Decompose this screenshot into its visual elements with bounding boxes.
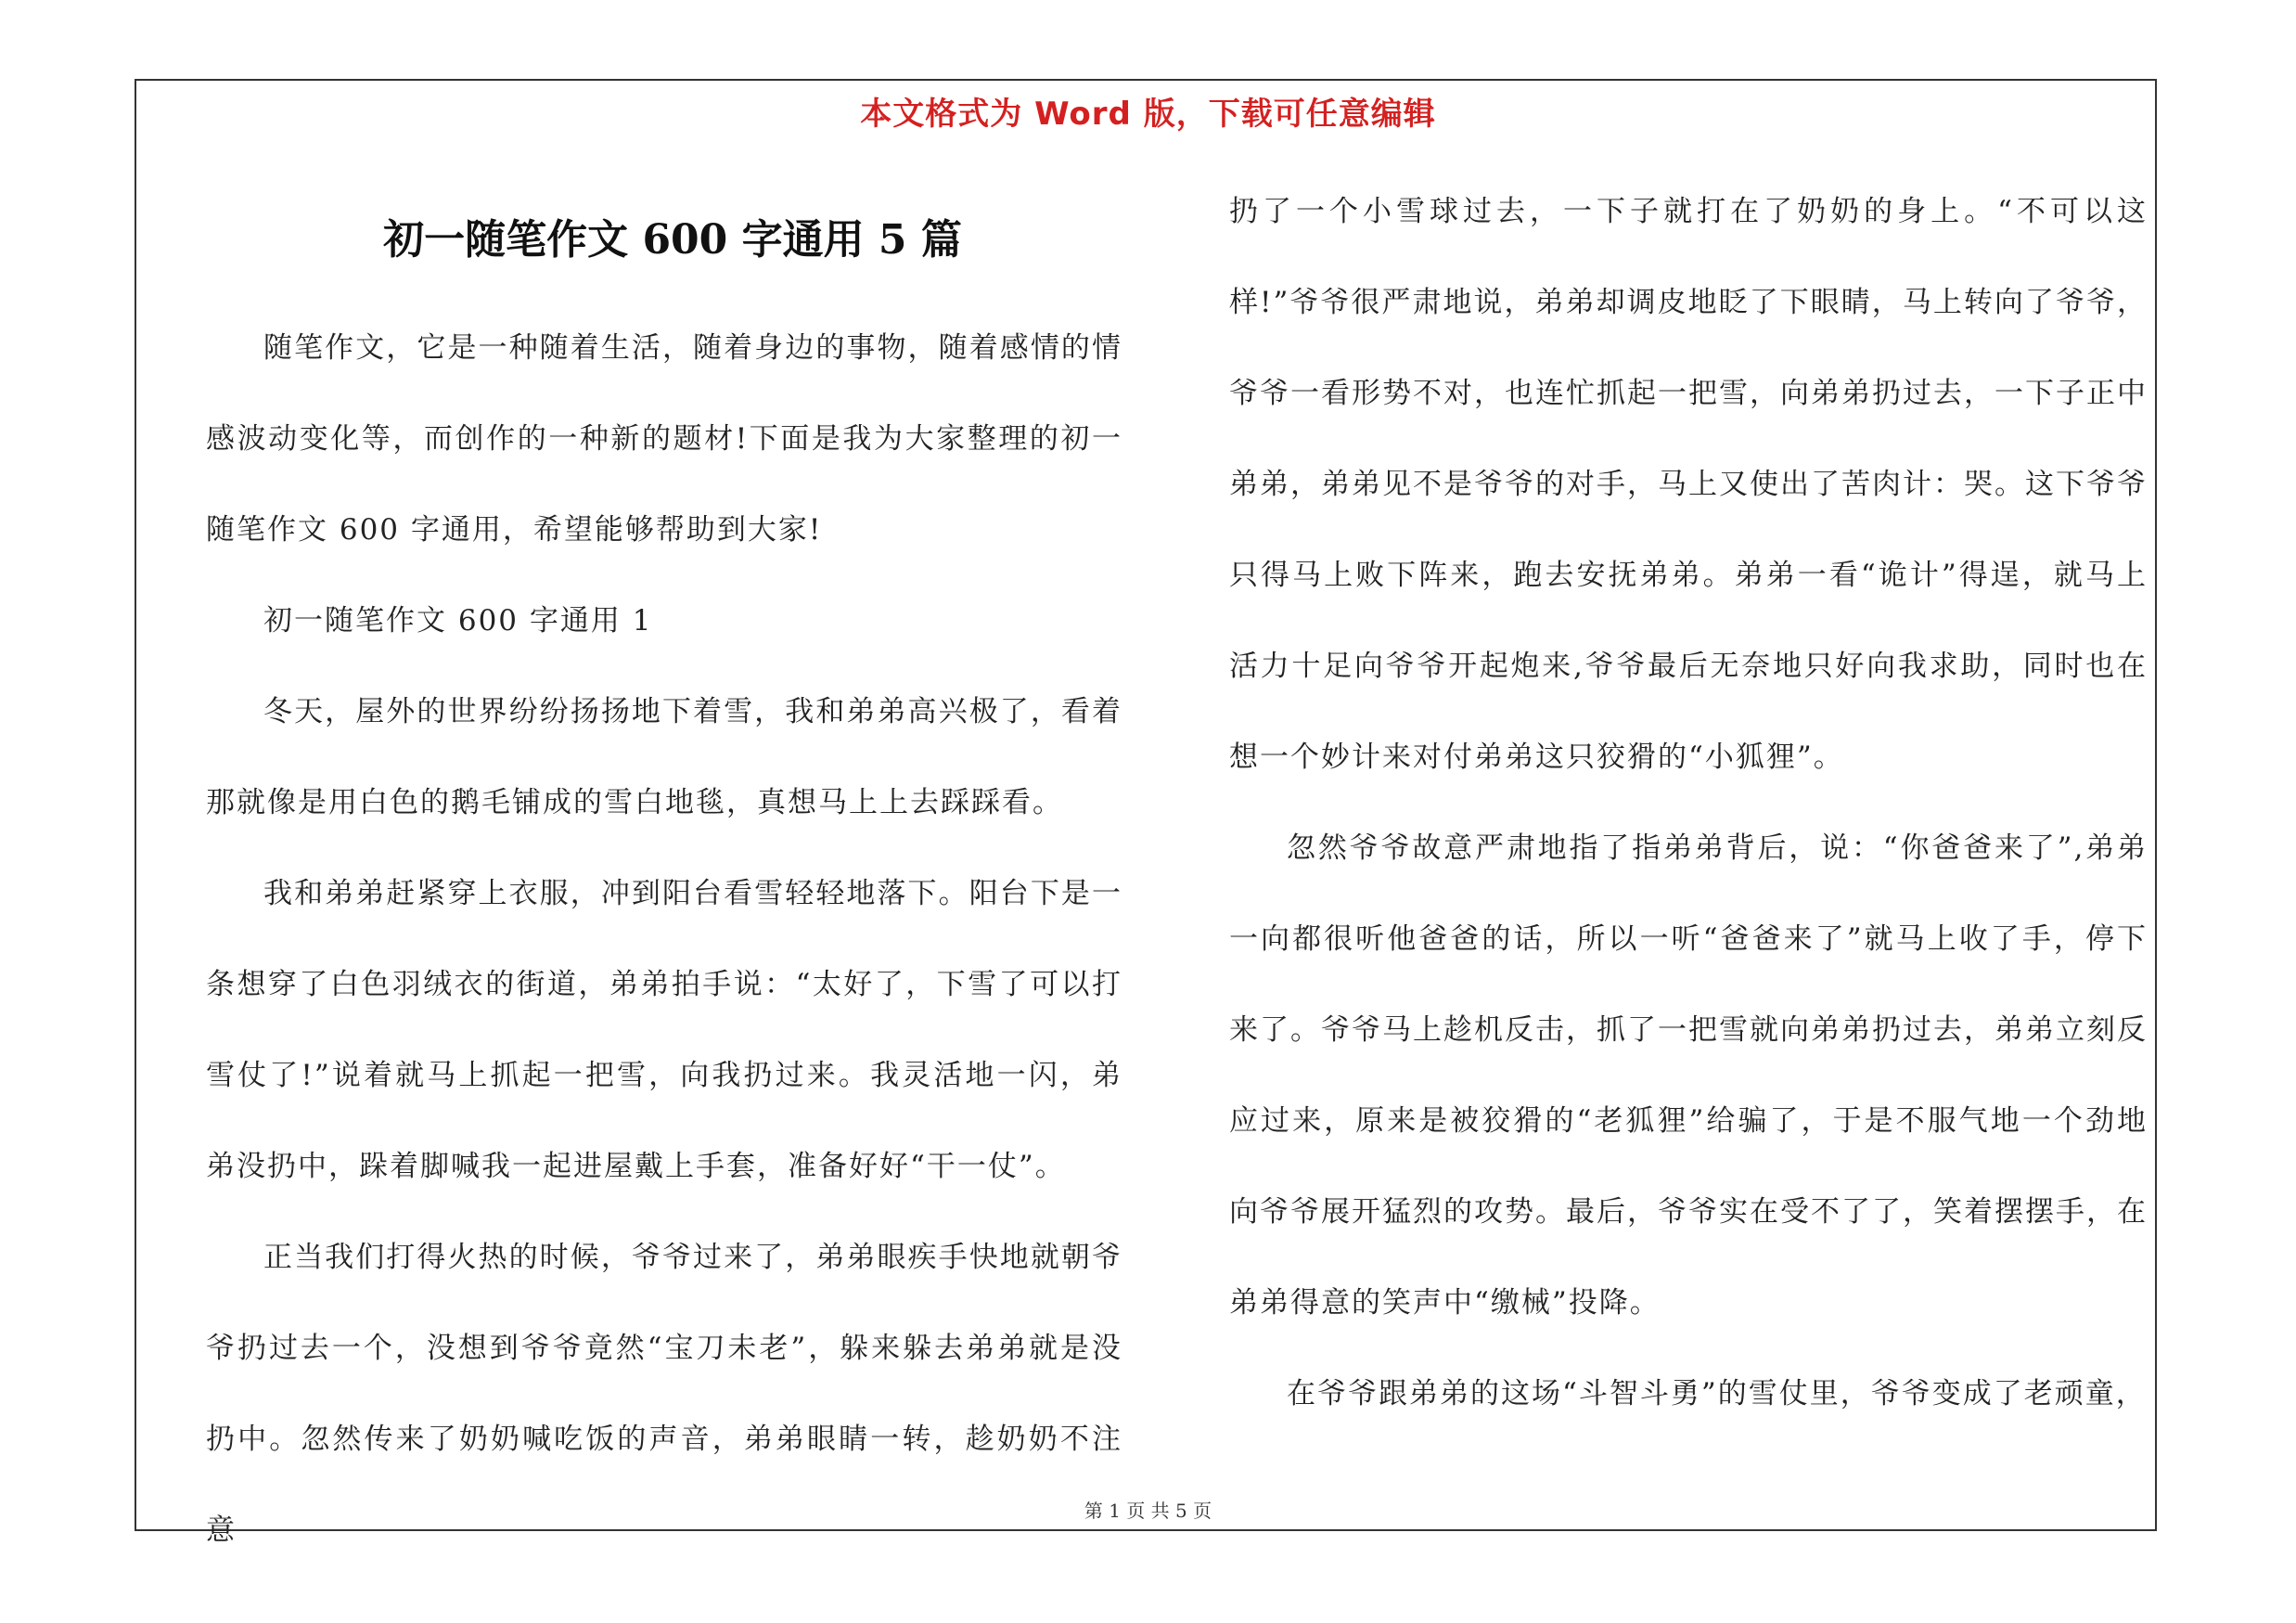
- paragraph: 随笔作文，它是一种随着生活，随着身边的事物，随着感情的情感波动变化等，而创作的一种新的题材!下面是我为大家整理的初一随笔作文 600 字通用，希望能够帮助到大家!: [206, 331, 1122, 547]
- left-column: [206, 303, 1122, 1576]
- paragraph: 忽然爷爷故意严肃地指了指弟弟背后，说：“你爸爸来了”,弟弟一向都很听他爸爸的话，所以一听“爸爸来了”就马上收了手，停下来了。爷爷马上趁机反击，抓了一把雪就向弟弟扔过去，弟弟立刻反应过来，原来是被狡猾的“老狐狸”给骗了，于是不服气地一个劲地向爷爷展开猛烈的攻势。最后，爷爷实在受不了了，笑着摆摆手，在弟弟得意的笑声中“缴械”投降。: [1229, 831, 2148, 1320]
- paragraph: 在爷爷跟弟弟的这场“斗智斗勇”的雪仗里，爷爷变成了老顽童，: [1287, 1377, 2147, 1410]
- paragraph: 冬天，屋外的世界纷纷扬扬地下着雪，我和弟弟高兴极了，看着那就像是用白色的鹅毛铺成的雪白地毯，真想马上上去踩踩看。: [206, 695, 1122, 819]
- right-column: [1229, 166, 2148, 1439]
- format-banner: 本文格式为 Word 版，下载可任意编辑: [860, 96, 1436, 133]
- paragraph-continued: 扔了一个小雪球过去，一下子就打在了奶奶的身上。“不可以这样!”爷爷很严肃地说，弟弟却调皮地眨了下眼睛，马上转向了爷爷，爷爷一看形势不对，也连忙抓起一把雪，向弟弟扔过去，一下子正中弟弟，弟弟见不是爷爷的对手，马上又使出了苦肉计：哭。这下爷爷只得马上败下阵来，跑去安抚弟弟。弟弟一看“诡计”得逞，就马上活力十足向爷爷开起炮来,爷爷最后无奈地只好向我求助，同时也在想一个妙计来对付弟弟这只狡猾的“小狐狸”。: [1229, 195, 2148, 774]
- paragraph: 我和弟弟赶紧穿上衣服，冲到阳台看雪轻轻地落下。阳台下是一条想穿了白色羽绒衣的街道，弟弟拍手说：“太好了，下雪了可以打雪仗了!”说着就马上抓起一把雪，向我扔过来。我灵活地一闪，弟弟没扔中，跺着脚喊我一起进屋戴上手套，准备好好“干一仗”。: [206, 877, 1122, 1183]
- page-number: 第 1 页 共 5 页: [1084, 1500, 1212, 1522]
- document-title: 初一随笔作文 600 字通用 5 篇: [383, 216, 962, 264]
- paragraph: 正当我们打得火热的时候，爷爷过来了，弟弟眼疾手快地就朝爷爷扔过去一个，没想到爷爷竟然“宝刀未老”，躲来躲去弟弟就是没扔中。忽然传来了奶奶喊吃饭的声音，弟弟眼睛一转，趁奶奶不注意: [206, 1241, 1122, 1547]
- section-heading: 初一随笔作文 600 字通用 1: [263, 604, 653, 638]
